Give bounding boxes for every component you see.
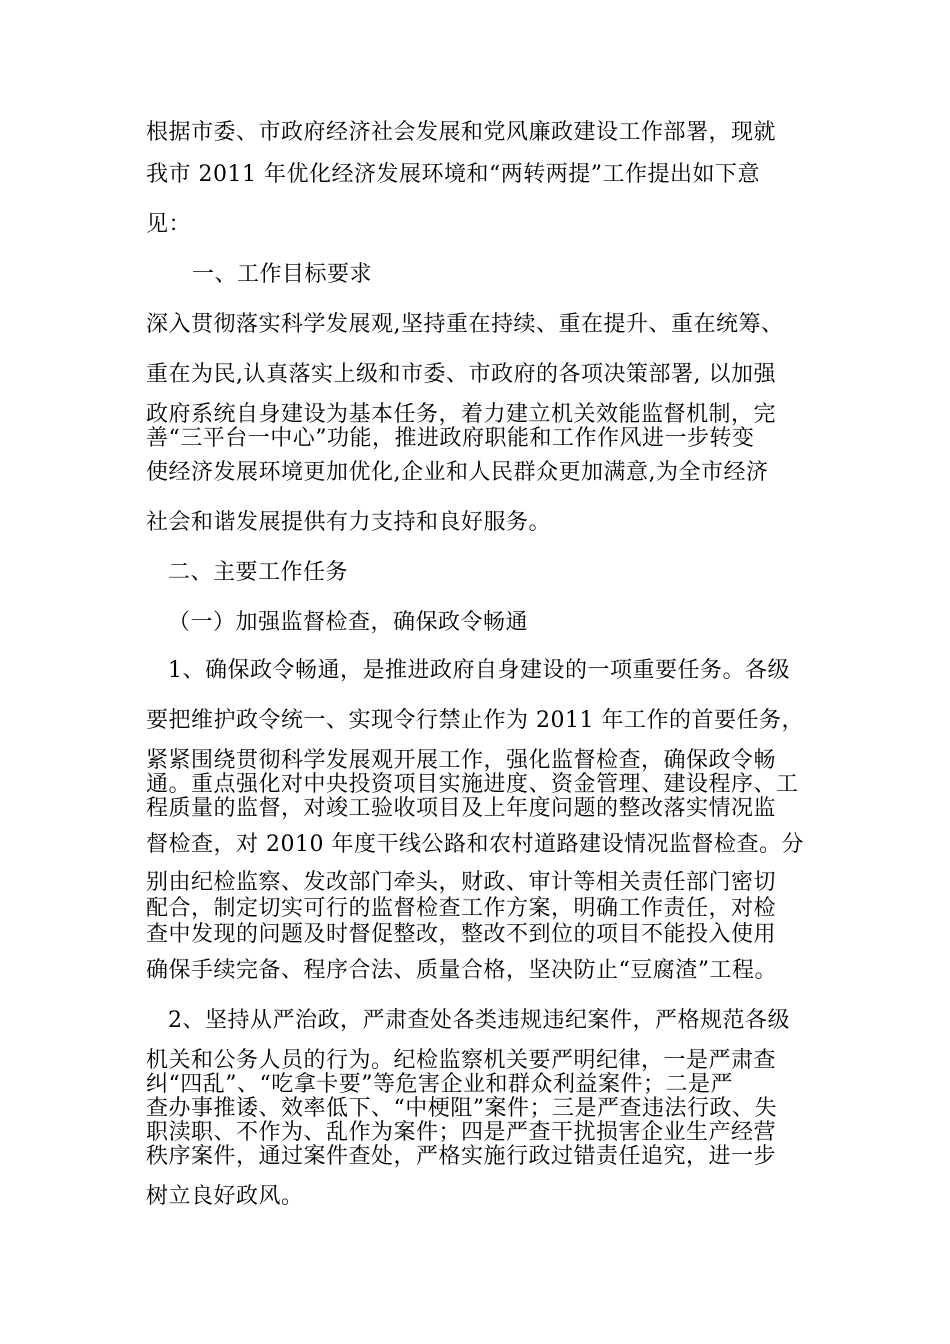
text-line: 别由纪检监察、发改部门牵头，财政、审计等相关责任部门密切 xyxy=(146,870,777,895)
section-heading: 二、主要工作任务 xyxy=(168,560,349,585)
text-line: 紧紧围绕贯彻科学发展观开展工作，强化监督检查，确保政令畅 xyxy=(146,748,777,773)
text-line: 政府系统自身建设为基本任务，着力建立机关效能监督机制，完 xyxy=(146,402,777,427)
text-line: 职渎职、不作为、乱作为案件；四是严查干扰损害企业生产经营 xyxy=(146,1120,777,1145)
text-line: 查办事推诿、效率低下、“中梗阻”案件；三是严查违法行政、失 xyxy=(146,1096,777,1121)
text-line: 社会和谐发展提供有力支持和良好服务。 xyxy=(146,510,552,535)
text-line: 查中发现的问题及时督促整改，整改不到位的项目不能投入使用 xyxy=(146,922,777,947)
text-line: 程质量的监督，对竣工验收项目及上年度问题的整改落实情况监 xyxy=(146,796,777,821)
text-line: 秩序案件，通过案件查处，严格实施行政过错责任追究，进一步 xyxy=(146,1144,777,1169)
text-line: 要把维护政令统一、实现令行禁止作为 2011 年工作的首要任务， xyxy=(146,708,804,733)
text-line: 根据市委、市政府经济社会发展和党风廉政建设工作部署，现就 xyxy=(146,120,777,145)
text-line: 机关和公务人员的行为。纪检监察机关要严明纪律，一是严肃查 xyxy=(146,1048,777,1073)
text-line: 确保手续完备、程序合法、质量合格，坚决防止“豆腐渣”工程。 xyxy=(146,958,777,983)
text-line: 见： xyxy=(146,212,192,237)
text-line: 1、确保政令畅通，是推进政府自身建设的一项重要任务。各级 xyxy=(168,658,790,683)
text-line: 重在为民,认真落实上级和市委、市政府的各项决策部署, 以加强 xyxy=(146,362,776,387)
text-line: 我市 2011 年优化经济发展环境和“两转两提”工作提出如下意 xyxy=(146,162,760,187)
text-line: 善“三平台一中心”功能，推进政府职能和工作作风进一步转变 xyxy=(146,426,755,451)
text-line: 树立良好政风。 xyxy=(146,1184,304,1209)
text-line: 配合，制定切实可行的监督检查工作方案，明确工作责任，对检 xyxy=(146,896,777,921)
text-line: 使经济发展环境更加优化,企业和人民群众更加满意,为全市经济 xyxy=(146,460,769,485)
text-line: 督检查，对 2010 年度干线公路和农村道路建设情况监督检查。分 xyxy=(146,832,804,857)
section-heading: 一、工作目标要求 xyxy=(192,262,373,287)
subsection-heading: （一）加强监督检查，确保政令畅通 xyxy=(168,610,529,635)
text-line: 通。重点强化对中央投资项目实施进度、资金管理、建设程序、工 xyxy=(146,772,799,797)
text-line: 2、坚持从严治政，严肃查处各类违规违纪案件，严格规范各级 xyxy=(168,1008,790,1033)
text-line: 纠“四乱”、“吃拿卡要”等危害企业和群众利益案件；二是严 xyxy=(146,1072,733,1097)
text-line: 深入贯彻落实科学发展观,坚持重在持续、重在提升、重在统筹、 xyxy=(146,312,784,337)
